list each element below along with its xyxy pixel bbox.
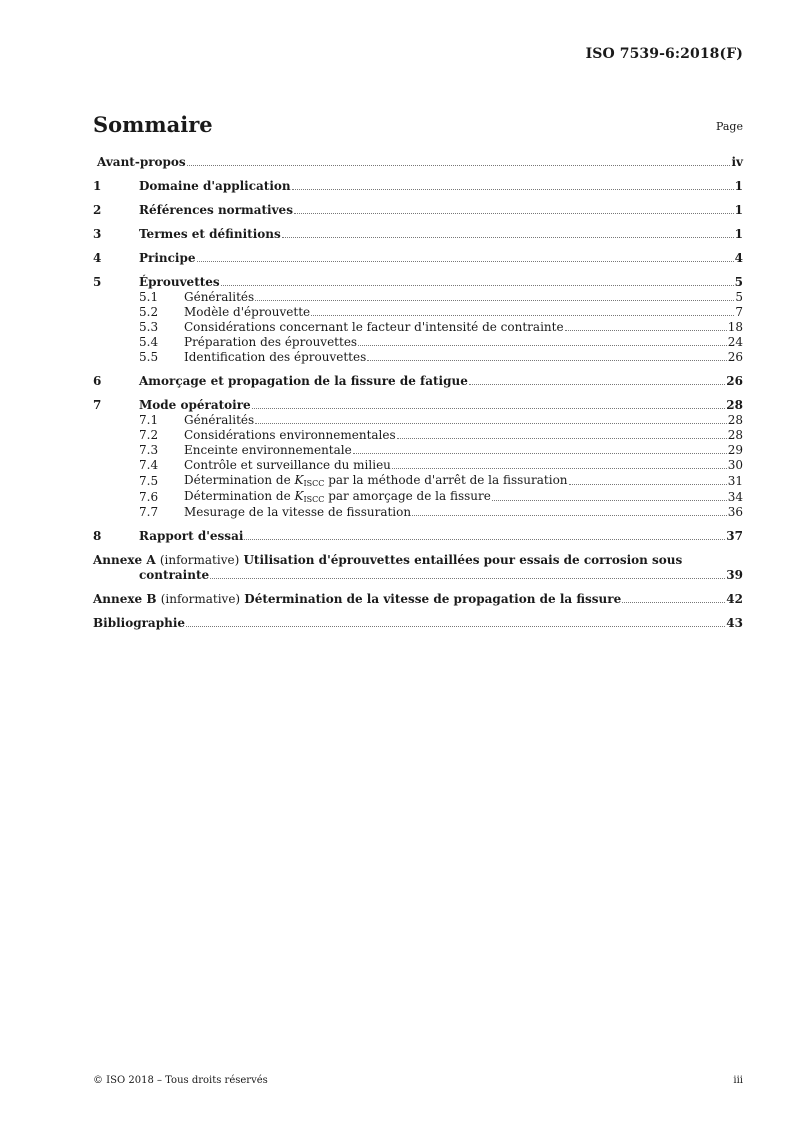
k-symbol: K bbox=[294, 489, 304, 503]
toc-entry-page: 1 bbox=[734, 227, 743, 241]
dot-leader bbox=[397, 438, 727, 439]
toc-entry-label: Considérations environnementales bbox=[184, 428, 396, 442]
toc-entry-label: Généralités bbox=[184, 290, 255, 304]
toc-entry-section-1[interactable] bbox=[93, 179, 743, 194]
toc-entry-page: 34 bbox=[727, 490, 743, 504]
toc-entry-section-5[interactable] bbox=[93, 275, 743, 290]
toc-entry-section-7[interactable] bbox=[93, 398, 743, 413]
toc-entry-page: 28 bbox=[727, 413, 743, 427]
toc-entry-label: Principe bbox=[139, 251, 196, 265]
toc-entry-page: 28 bbox=[726, 398, 743, 412]
dot-leader bbox=[367, 360, 726, 361]
toc-entry-page: 5 bbox=[735, 290, 743, 304]
toc-entry-7-7[interactable] bbox=[93, 505, 743, 520]
toc-entry-label: Mesurage de la vitesse de fissuration bbox=[184, 505, 412, 519]
toc-entry-page: 7 bbox=[735, 305, 743, 319]
toc-entry-number: 7.2 bbox=[139, 428, 159, 442]
page-column-label: Page bbox=[715, 120, 743, 133]
toc-entry-label bbox=[184, 489, 491, 505]
toc-entry-number: 7 bbox=[93, 398, 102, 412]
toc-entry-7-5[interactable] bbox=[93, 473, 743, 489]
dot-leader bbox=[412, 515, 727, 516]
toc-entry-number: 2 bbox=[93, 203, 102, 217]
annex-title-line-1: Utilisation d'éprouvettes entaillées pour essais de corrosion sous bbox=[243, 553, 683, 567]
label-suffix: par la méthode d'arrêt de la fissuration bbox=[324, 473, 568, 487]
toc-entry-page: 4 bbox=[734, 251, 743, 265]
toc-entry-page: 18 bbox=[727, 320, 743, 334]
toc-entry-number: 7.7 bbox=[139, 505, 159, 519]
toc-entry-number: 7.6 bbox=[139, 490, 159, 504]
toc-entry-section-6[interactable] bbox=[93, 374, 743, 389]
toc-entry-page: 28 bbox=[727, 428, 743, 442]
page-title: Sommaire bbox=[93, 112, 213, 137]
annex-prefix: Annexe A bbox=[93, 553, 156, 567]
dot-leader bbox=[255, 300, 734, 301]
label-prefix: Détermination de bbox=[184, 489, 295, 503]
toc-entry-label: Identification des éprouvettes bbox=[184, 350, 367, 364]
toc-entry-number: 5.2 bbox=[139, 305, 159, 319]
toc-entry-number: 7.3 bbox=[139, 443, 159, 457]
toc-entry-number: 5.4 bbox=[139, 335, 159, 349]
toc-entry-bibliography[interactable] bbox=[93, 616, 743, 631]
annex-title: Détermination de la vitesse de propagation de la fissure bbox=[244, 592, 622, 606]
dot-leader bbox=[210, 578, 725, 579]
toc-entry-page: 30 bbox=[727, 458, 743, 472]
toc-entry-7-4[interactable] bbox=[93, 458, 743, 473]
label-prefix: Détermination de bbox=[184, 473, 295, 487]
toc-entry-number: 6 bbox=[93, 374, 102, 388]
k-subscript: ISCC bbox=[303, 479, 325, 488]
dot-leader bbox=[622, 602, 725, 603]
dot-leader bbox=[565, 330, 727, 331]
toc-entry-section-3[interactable] bbox=[93, 227, 743, 242]
toc-entry-label: Amorçage et propagation de la fissure de fatigue bbox=[139, 374, 468, 388]
toc-entry-number: 5 bbox=[93, 275, 102, 289]
toc-entry-annex-a[interactable] bbox=[93, 553, 743, 583]
toc-entry-number: 5.3 bbox=[139, 320, 159, 334]
footer-copyright: © ISO 2018 – Tous droits réservés bbox=[93, 1075, 268, 1086]
toc-entry-number: 1 bbox=[93, 179, 102, 193]
dot-leader bbox=[392, 468, 727, 469]
toc-entry-foreword[interactable] bbox=[97, 155, 743, 170]
toc-entry-label: Termes et définitions bbox=[139, 227, 281, 241]
toc-entry-label: Domaine d'application bbox=[139, 179, 291, 193]
toc-entry-page: 42 bbox=[726, 592, 743, 606]
toc-entry-label: Avant-propos bbox=[97, 155, 186, 169]
toc-entry-5-5[interactable] bbox=[93, 350, 743, 365]
dot-leader bbox=[294, 213, 734, 214]
toc-entry-page: 1 bbox=[734, 179, 743, 193]
toc-entry-number: 7.5 bbox=[139, 474, 159, 488]
toc-entry-7-2[interactable] bbox=[93, 428, 743, 443]
toc-entry-number: 5.1 bbox=[139, 290, 159, 304]
toc-entry-page: 24 bbox=[727, 335, 743, 349]
toc-entry-page: 1 bbox=[734, 203, 743, 217]
toc-entry-number: 5.5 bbox=[139, 350, 159, 364]
toc-entry-5-4[interactable] bbox=[93, 335, 743, 350]
dot-leader bbox=[244, 539, 725, 540]
toc-entry-7-3[interactable] bbox=[93, 443, 743, 458]
dot-leader bbox=[569, 484, 727, 485]
toc-entry-page: 5 bbox=[734, 275, 743, 289]
dot-leader bbox=[282, 237, 734, 238]
toc-entry-label: Mode opératoire bbox=[139, 398, 251, 412]
annex-a-line-1 bbox=[93, 553, 743, 568]
toc-entry-page: 29 bbox=[727, 443, 743, 457]
toc-entry-label bbox=[184, 473, 568, 489]
toc-entry-page: 26 bbox=[727, 350, 743, 364]
toc-entry-label: Préparation des éprouvettes bbox=[184, 335, 358, 349]
toc-entry-label: Généralités bbox=[184, 413, 255, 427]
toc-entry-section-8[interactable] bbox=[93, 529, 743, 544]
dot-leader bbox=[221, 285, 734, 286]
toc-entry-7-1[interactable] bbox=[93, 413, 743, 428]
annex-title-line-2: contrainte bbox=[139, 568, 210, 582]
dot-leader bbox=[292, 189, 734, 190]
toc-entry-page: 39 bbox=[726, 568, 743, 582]
toc-entry-number: 4 bbox=[93, 251, 102, 265]
dot-leader bbox=[353, 453, 727, 454]
toc-entry-label: Rapport d'essai bbox=[139, 529, 244, 543]
annex-type: (informative) bbox=[160, 592, 241, 606]
toc-entry-label: Éprouvettes bbox=[139, 275, 220, 289]
dot-leader bbox=[186, 626, 725, 627]
toc-entry-page: 36 bbox=[727, 505, 743, 519]
dot-leader bbox=[492, 500, 727, 501]
toc-entry-page: 26 bbox=[726, 374, 743, 388]
toc-entry-section-2[interactable] bbox=[93, 203, 743, 218]
toc-entry-page: 31 bbox=[727, 474, 743, 488]
k-subscript: ISCC bbox=[303, 495, 325, 504]
dot-leader bbox=[252, 408, 726, 409]
footer-page-number: iii bbox=[733, 1075, 743, 1086]
toc-entry-page: 37 bbox=[726, 529, 743, 543]
toc-entry-label: Modèle d'éprouvette bbox=[184, 305, 311, 319]
toc-entry-label: Enceinte environnementale bbox=[184, 443, 352, 457]
toc-entry-annex-b[interactable] bbox=[93, 592, 743, 607]
toc-entry-label: Contrôle et surveillance du milieu bbox=[184, 458, 391, 472]
annex-type: (informative) bbox=[159, 553, 240, 567]
toc-entry-number: 7.4 bbox=[139, 458, 159, 472]
dot-leader bbox=[255, 423, 727, 424]
toc-entry-5-3[interactable] bbox=[93, 320, 743, 335]
toc-entry-number: 3 bbox=[93, 227, 102, 241]
dot-leader bbox=[197, 261, 734, 262]
toc-entry-label: Bibliographie bbox=[93, 616, 186, 630]
toc-entry-section-4[interactable] bbox=[93, 251, 743, 266]
toc-entry-label: Considérations concernant le facteur d'intensité de contrainte bbox=[184, 320, 564, 334]
toc-entry-5-2[interactable] bbox=[93, 305, 743, 320]
dot-leader bbox=[469, 384, 725, 385]
toc-entry-7-6[interactable] bbox=[93, 489, 743, 505]
annex-a-line-2 bbox=[93, 568, 743, 583]
toc-entry-page: iv bbox=[731, 155, 743, 169]
dot-leader bbox=[358, 345, 727, 346]
dot-leader bbox=[311, 315, 734, 316]
k-symbol: K bbox=[294, 473, 304, 487]
toc-entry-page: 43 bbox=[726, 616, 743, 630]
table-of-contents bbox=[93, 155, 743, 631]
document-code: ISO 7539-6:2018(F) bbox=[585, 46, 743, 62]
annex-prefix: Annexe B bbox=[93, 592, 157, 606]
toc-entry-5-1[interactable] bbox=[93, 290, 743, 305]
label-suffix: par amorçage de la fissure bbox=[324, 489, 491, 503]
toc-entry-label: Références normatives bbox=[139, 203, 293, 217]
toc-entry-label bbox=[93, 592, 621, 607]
toc-entry-number: 7.1 bbox=[139, 413, 159, 427]
dot-leader bbox=[187, 165, 731, 166]
toc-entry-number: 8 bbox=[93, 529, 102, 543]
